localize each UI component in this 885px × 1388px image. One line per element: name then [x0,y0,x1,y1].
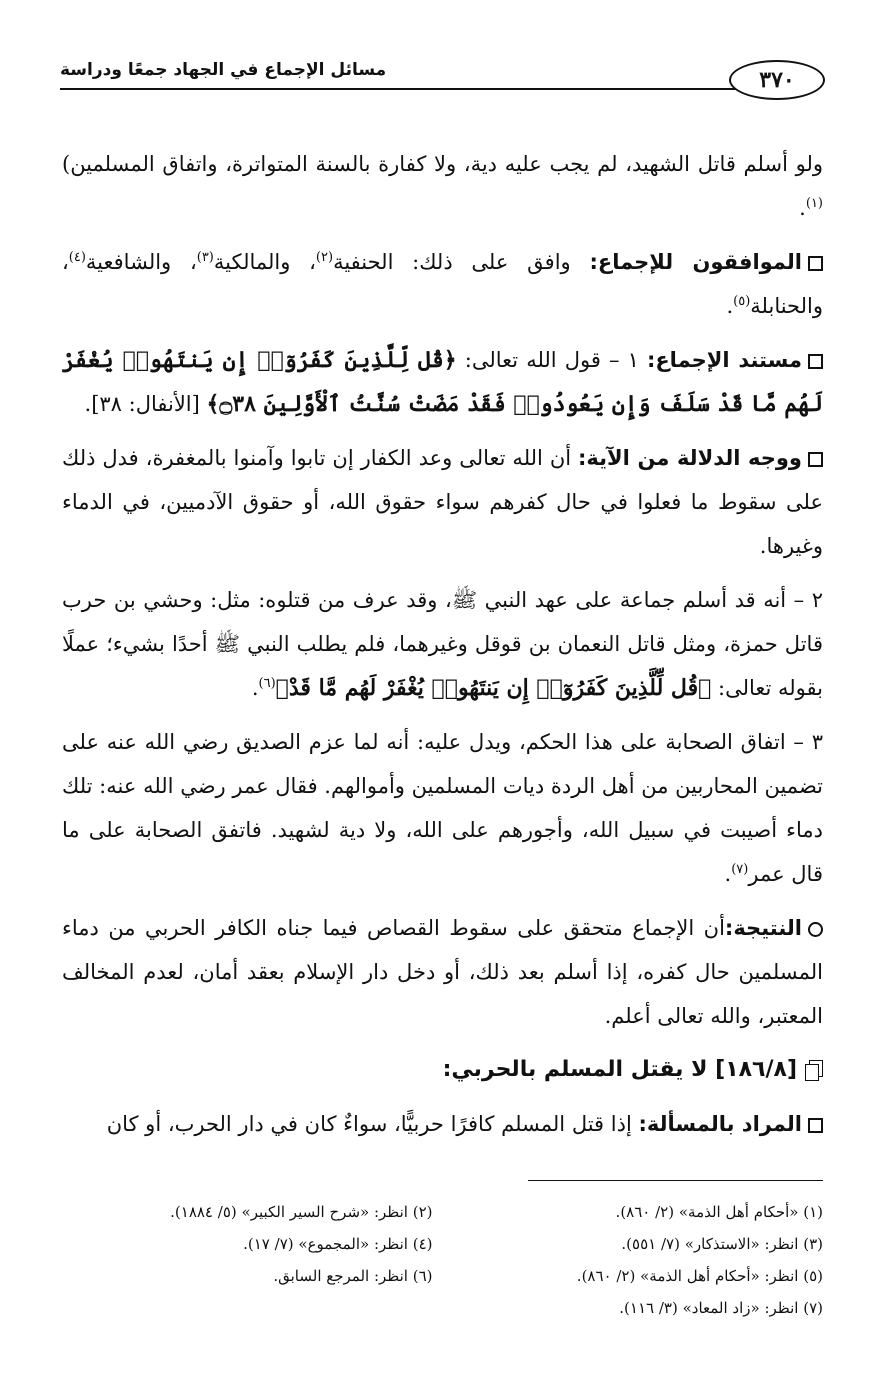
footnote-ref-4[interactable]: (٤) [68,250,86,265]
verse-reference: [الأنفال: ٣٨]. [84,392,207,416]
p7-text: أن الإجماع متحقق على سقوط القصاص فيما جناه الكافر الحربي من دماء المسلمين حال كفره، إذا أسلم بعد ذلك، أو دخل دار الإسلام بعقد أمان، لعدم المخالف المعتبر، والله تعالى أعلم. [62,916,823,1028]
p4-text: أن الله تعالى وعد الكفار إن تابوا وآمنوا بالمغفرة، فدل ذلك على سقوط ما فعلوا في حال كفرهم سواء حقوق الله، أو حقوق الآدميين، في الدماء وغيرها. [62,446,823,558]
p2-lead: الموافقون للإجماع: [589,250,802,274]
p8-text: إذا قتل المسلم كافرًا حربيًّا، سواءٌ كان في دار الحرب، أو كان [106,1112,639,1136]
page-number: ٣٧٠ [729,60,825,100]
paragraph-meaning [62,1102,823,1146]
book-title: مسائل الإجماع في الجهاد جمعًا ودراسة [60,60,387,80]
section-heading [62,1048,823,1092]
p2-text-1: وافق على ذلك: الحنفية [333,250,590,274]
square-bullet-icon [808,1118,823,1133]
p2-text-4: ، والحنابلة [62,250,823,318]
p2-text-2: ، والمالكية [213,250,316,274]
footnote-separator [528,1180,823,1181]
main-text [62,142,823,1156]
p8-lead: المراد بالمسألة: [638,1112,802,1136]
circle-bullet-icon [808,922,823,937]
paragraph-result [62,906,823,1038]
footnote-ref-6[interactable]: (٦) [258,676,276,691]
p6-end: . [724,862,732,886]
paragraph-point-2 [62,578,823,710]
p5-text: ٢ – أنه قد أسلم جماعة على عهد النبي ﷺ، وقد عرف من قتلوه: مثل: وحشي بن حرب قاتل حمزة، ومثل قاتل النعمان بن قوقل وغيرهما، فلم يطلب النبي ﷺ أحدًا بشيء؛ عملًا بقوله تعالى: [62,588,823,700]
running-head [60,60,825,100]
footnote-ref-1[interactable]: (١) [805,196,823,211]
footnote-ref-2[interactable]: (٢) [315,250,334,265]
footnote-1: (١) «أحكام أهل الذمة» (٢/ ٨٦٠). [615,1203,823,1221]
paragraph-1 [62,142,823,230]
footnotes [62,1198,823,1322]
footnote-6: (٦) انظر: المرجع السابق. [273,1267,433,1285]
quran-verse-2: ﴿قُل لِّلَّذِينَ كَفَرُوٓا۟ إِن يَنتَهُوا۟ يُغْفَرْ لَهُم مَّا قَدْ﴾ [275,675,712,701]
footnote-2: (٢) انظر: «شرح السير الكبير» (٥/ ١٨٨٤). [170,1203,433,1221]
p3-text-1: ١ – قول الله تعالى: [456,348,647,372]
paragraph-agreeing [62,240,823,328]
p1-text: ولو أسلم قاتل الشهيد، لم يجب عليه دية، ولا كفارة بالسنة المتواترة، واتفاق المسلمين) [62,152,823,176]
paragraph-evidence [62,436,823,568]
p3-lead: مستند الإجماع: [646,348,802,372]
heading-title: لا يقتل المسلم بالحربي: [442,1057,716,1082]
footnote-ref-3[interactable]: (٣) [196,250,214,265]
footnote-ref-7[interactable]: (٧) [731,862,749,877]
p2-text-3: ، والشافعية [85,250,197,274]
paragraph-basis [62,338,823,426]
square-bullet-icon [808,354,823,369]
square-bullet-icon [808,256,823,271]
heading-number: [١٨٦/٨] [715,1057,797,1082]
footnote-3: (٣) انظر: «الاستذكار» (٧/ ٥٥١). [621,1235,823,1253]
p4-lead: ووجه الدلالة من الآية: [578,446,802,470]
square-bullet-icon [808,452,823,467]
footnote-5: (٥) انظر: «أحكام أهل الذمة» (٢/ ٨٦٠). [576,1267,823,1285]
quran-verse-1: ﴿قُل لِّلَّذِينَ كَفَرُوٓا۟ إِن يَنتَهُوا۟ يُغْفَرْ لَهُم مَّا قَدْ سَلَفَ وَإِن يَعُودُوا۟ فَقَدْ مَضَتْ سُنَّتُ ٱلْأَوَّلِينَ ۝٣٨﴾ [62,347,823,417]
header-rule [60,88,785,90]
footnote-7: (٧) انظر: «زاد المعاد» (٣/ ١١٦). [619,1299,823,1317]
p6-text: ٣ – اتفاق الصحابة على هذا الحكم، ويدل عليه: أنه لما عزم الصديق رضي الله عنه على تضمين المحاربين من أهل الردة ديات المسلمين وأموالهم. فقال عمر رضي الله عنه: تلك دماء أصيبت في سبيل الله، وأجورهم على الله، ولا دية لشهيد. فاتفق الصحابة على ما قال عمر [62,730,823,886]
footnote-4: (٤) انظر: «المجموع» (٧/ ١٧). [243,1235,433,1253]
footnote-ref-5[interactable]: (٥) [733,294,751,309]
p7-lead: النتيجة: [724,916,802,940]
documents-icon [805,1060,823,1080]
paragraph-point-3 [62,720,823,896]
p2-end: . [726,294,734,318]
p1-end: . [799,196,806,220]
p5-end: . [251,676,259,700]
